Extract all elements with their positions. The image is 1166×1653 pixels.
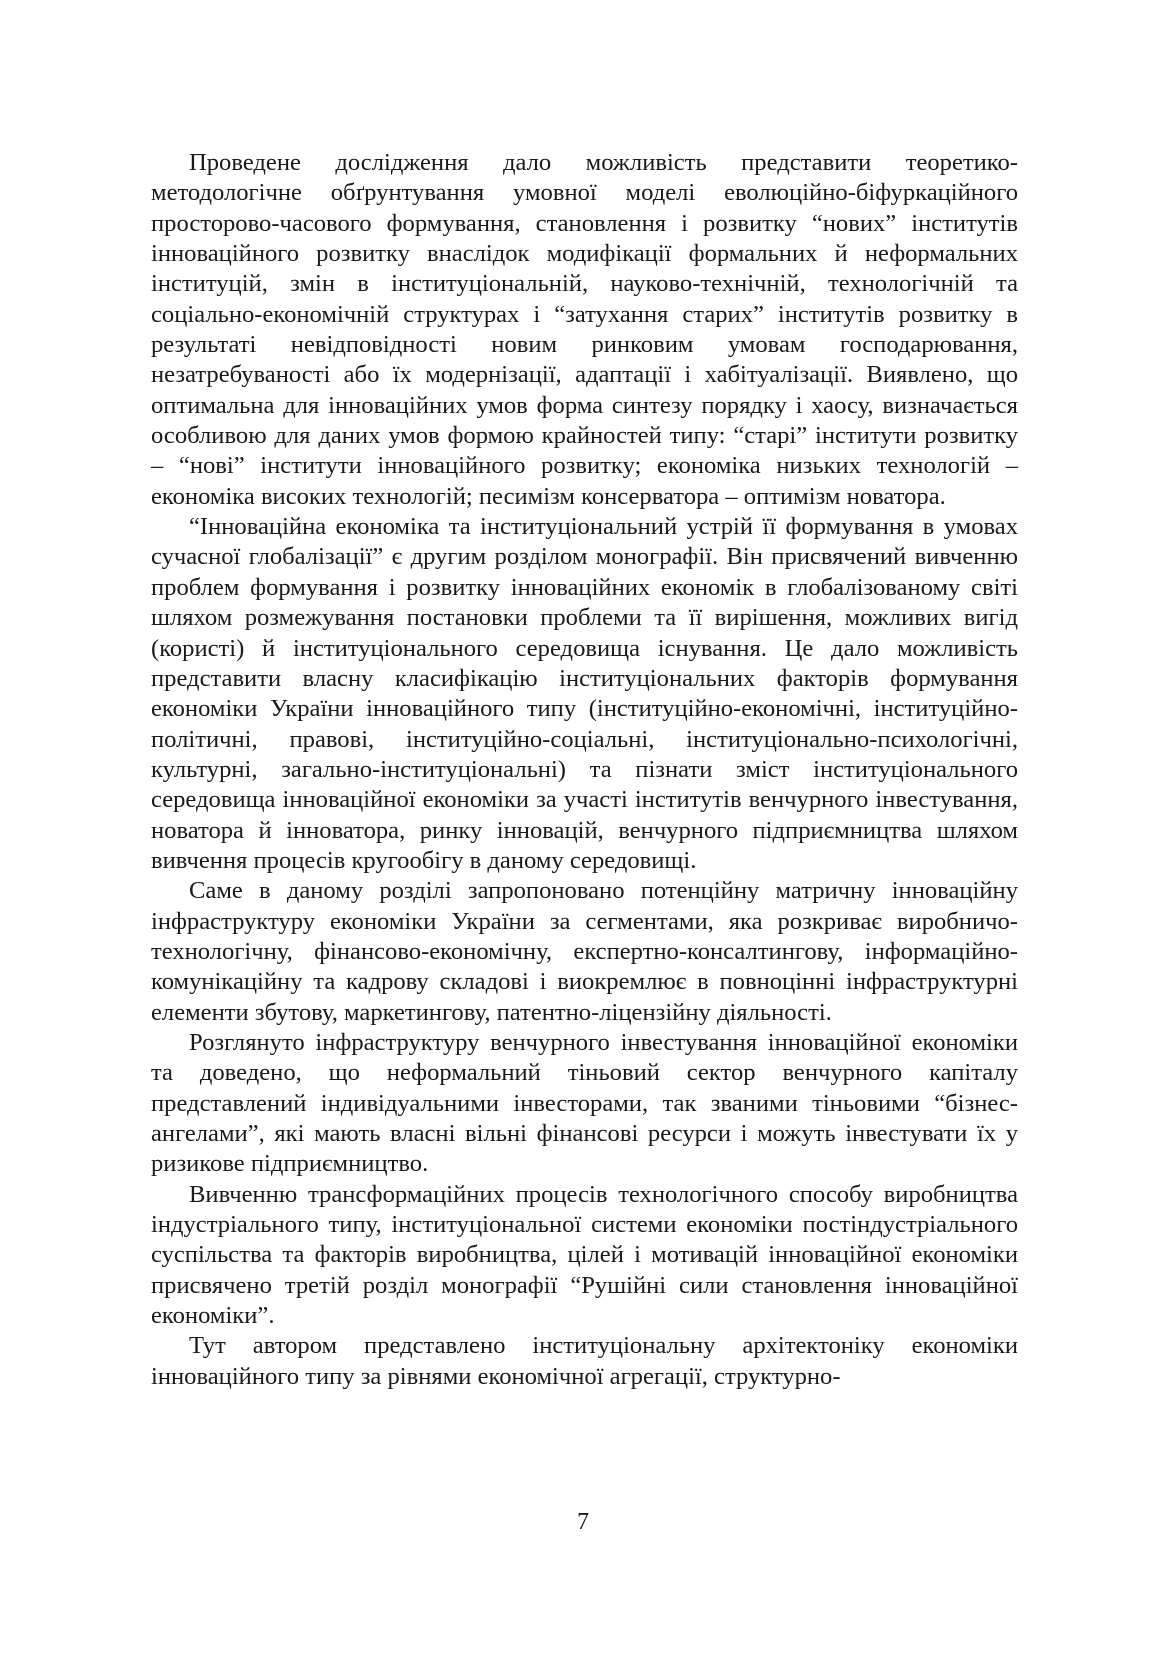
paragraph-2: “Інноваційна економіка та інституціональний устрій її формування в умовах сучасної глобалізації” є другим розділом монографії. Він присвячений вивченню проблем формування і розвитку інноваційних економік в глобалізованому світі шляхом розмежування постановки проблеми та її вирішення, можливих вигід (користі) й інституціонального середовища існування. Це дало можливість представити власну класифікацію інституціональних факторів формування економіки України інноваційного типу (інституційно-економічні, інституційно-політичні, правові, інституційно-соціальні, інституціонально-психологічні, культурні, загально-інституціональні) та пізнати зміст інституціонального середовища інноваційної економіки за участі інститутів венчурного інвестування, новатора й інноватора, ринку інновацій, венчурного підприємництва шляхом вивчення процесів кругообігу в даному середовищі.: [151, 513, 1018, 874]
page-body: [151, 148, 1018, 1392]
page-number: 7: [577, 1509, 589, 1535]
paragraph-3: Саме в даному розділі запропоновано потенційну матричну інноваційну інфраструктуру економіки України за сегментами, яка розкриває виробничо-технологічну, фінансово-економічну, експертно-консалтингову, інформаційно-комунікаційну та кадрову складові і виокремлює в повноцінні інфраструктурні елементи збутову, маркетингову, патентно-ліцензійну діяльності.: [151, 877, 1018, 1026]
paragraph-6: Тут автором представлено інституціональну архітектоніку економіки інноваційного типу за рівнями економічної агрегації, структурно-: [151, 1332, 1018, 1390]
paragraph-1: Проведене дослідження дало можливість представити теоретико-методологічне обґрунтування умовної моделі еволюційно-біфуркаційного просторово-часового формування, становлення і розвитку “нових” інститутів інноваційного розвитку внаслідок модифікації формальних й неформальних інституцій, змін в інституціональній, науково-технічній, технологічній та соціально-економічній структурах і “затухання старих” інститутів розвитку в результаті невідповідності новим ринковим умовам господарювання, незатребуваності або їх модернізації, адаптації і хабітуалізації. Виявлено, що оптимальна для інноваційних умов форма синтезу порядку і хаосу, визначається особливою для даних умов формою крайностей типу: “старі” інститути розвитку – “нові” інститути інноваційного розвитку; економіка низьких технологій – економіка високих технологій; песимізм консерватора – оптимізм новатора.: [151, 149, 1018, 510]
paragraph-4: Розглянуто інфраструктуру венчурного інвестування інноваційної економіки та доведено, що неформальний тіньовий сектор венчурного капіталу представлений індивідуальними інвесторами, так званими тіньовими “бізнес-ангелами”, які мають власні вільні фінансові ресурси і можуть інвестувати їх у ризикове підприємництво.: [151, 1028, 1018, 1178]
paragraph-5: Вивченню трансформаційних процесів технологічного способу виробництва індустріального типу, інституціональної системи економіки постіндустріального суспільства та факторів виробництва, цілей і мотивацій інноваційної економіки присвячено третій розділ монографії “Рушійні сили становлення інноваційної економіки”.: [151, 1180, 1018, 1330]
